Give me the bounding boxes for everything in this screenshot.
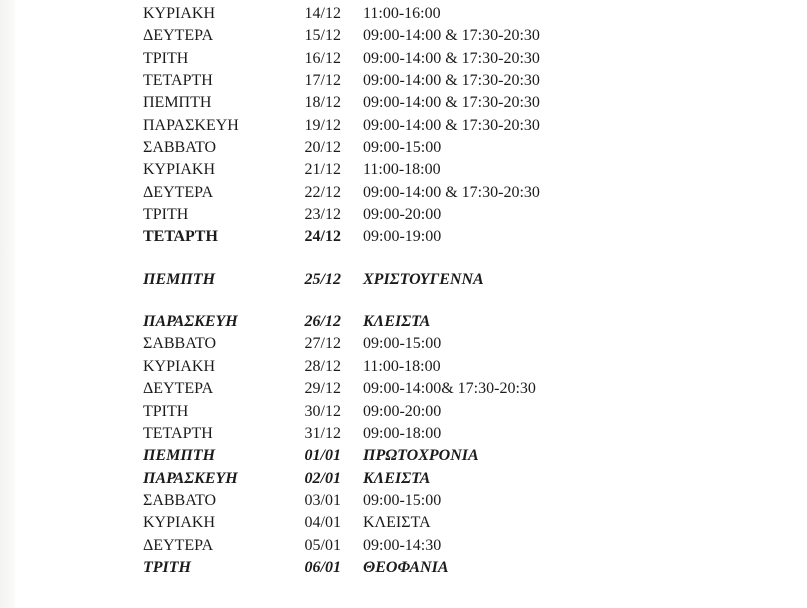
schedule-row: [143, 378, 540, 400]
schedule-table: [143, 3, 540, 579]
hours-cell: 09:00-15:00: [363, 335, 442, 353]
day-cell: ΤΕΤΑΡΤΗ: [143, 72, 213, 90]
date-cell: 14/12: [304, 5, 341, 22]
day-cell: ΔΕΥΤΕΡΑ: [143, 380, 214, 398]
hours-cell: ΧΡΙΣΤΟΥΓΕΝΝΑ: [363, 270, 484, 288]
day-cell: ΣΑΒΒΑΤΟ: [143, 139, 217, 157]
schedule-row: [143, 182, 540, 204]
hours-cell: ΚΛΕΙΣΤΑ: [363, 469, 431, 487]
date-cell: 28/12: [304, 357, 341, 375]
schedule-row: [143, 3, 540, 25]
date-cell: 03/01: [304, 491, 341, 509]
day-cell: ΤΕΤΑΡΤΗ: [143, 424, 213, 442]
schedule-row: [143, 311, 540, 333]
day-cell: ΤΡΙΤΗ: [143, 206, 189, 224]
day-cell: ΣΑΒΒΑΤΟ: [143, 491, 217, 509]
schedule-row: [143, 356, 540, 378]
schedule-row: [143, 204, 540, 226]
date-cell: 27/12: [304, 335, 341, 353]
hours-cell: 11:00-18:00: [363, 357, 441, 375]
day-cell: ΚΥΡΙΑΚΗ: [143, 161, 215, 179]
schedule-row: [143, 70, 540, 92]
date-cell: 25/12: [304, 270, 341, 288]
schedule-row: [143, 468, 540, 490]
hours-cell: 09:00-14:00 & 17:30-20:30: [363, 49, 540, 67]
hours-cell: 11:00-16:00: [363, 5, 441, 22]
day-cell: ΤΡΙΤΗ: [143, 558, 191, 576]
schedule-row: [143, 159, 540, 181]
date-cell: 16/12: [304, 49, 341, 67]
day-cell: ΔΕΥΤΕΡΑ: [143, 183, 214, 201]
hours-cell: ΠΡΩΤΟΧΡΟΝΙΑ: [363, 447, 479, 465]
hours-cell: 09:00-14:00 & 17:30-20:30: [363, 27, 540, 45]
date-cell: 15/12: [304, 27, 341, 45]
day-cell: ΤΡΙΤΗ: [143, 49, 189, 67]
day-cell: ΠΑΡΑΣΚΕΥΗ: [143, 116, 239, 134]
hours-cell: 09:00-14:30: [363, 536, 442, 554]
hours-cell: 09:00-20:00: [363, 206, 442, 224]
date-cell: 21/12: [304, 161, 341, 179]
schedule-row: [143, 333, 540, 355]
hours-cell: 09:00-14:00 & 17:30-20:30: [363, 94, 540, 112]
date-cell: 30/12: [304, 402, 341, 420]
hours-cell: 09:00-18:00: [363, 424, 442, 442]
hours-cell: 11:00-18:00: [363, 161, 441, 179]
date-cell: 06/01: [304, 558, 341, 576]
date-cell: 18/12: [304, 94, 341, 112]
hours-cell: ΘΕΟΦΑΝΙΑ: [363, 558, 449, 576]
page-edge-strip: [0, 0, 15, 608]
hours-cell: 09:00-14:00 & 17:30-20:30: [363, 116, 540, 134]
hours-cell: 09:00-15:00: [363, 491, 442, 509]
schedule-row: [143, 423, 540, 445]
hours-cell: 09:00-14:00& 17:30-20:30: [363, 380, 536, 398]
day-cell: ΤΡΙΤΗ: [143, 402, 189, 420]
date-cell: 02/01: [304, 469, 341, 487]
hours-cell: 09:00-14:00 & 17:30-20:30: [363, 72, 540, 90]
schedule-row: [143, 92, 540, 114]
day-cell: ΠΑΡΑΣΚΕΥΗ: [143, 469, 238, 487]
schedule-row: [143, 226, 540, 248]
date-cell: 22/12: [304, 183, 341, 201]
day-cell: ΚΥΡΙΑΚΗ: [143, 357, 215, 375]
day-cell: ΠΕΜΠΤΗ: [143, 270, 216, 288]
schedule-row: [143, 535, 540, 557]
date-cell: 20/12: [304, 139, 341, 157]
schedule-row: [143, 512, 540, 534]
hours-cell: 09:00-20:00: [363, 402, 442, 420]
date-cell: 24/12: [304, 228, 341, 246]
schedule-row: [143, 137, 540, 159]
date-cell: 17/12: [304, 72, 341, 90]
day-cell: ΚΥΡΙΑΚΗ: [143, 5, 215, 22]
date-cell: 29/12: [304, 380, 341, 398]
day-cell: ΤΕΤΑΡΤΗ: [143, 228, 218, 246]
hours-cell: ΚΛΕΙΣΤΑ: [363, 313, 431, 331]
schedule-row: [143, 557, 540, 579]
date-cell: 23/12: [304, 206, 341, 224]
day-cell: ΠΑΡΑΣΚΕΥΗ: [143, 313, 238, 331]
day-cell: ΔΕΥΤΕΡΑ: [143, 536, 214, 554]
date-cell: 01/01: [304, 447, 341, 465]
date-cell: 19/12: [304, 116, 341, 134]
schedule-row: [143, 269, 540, 291]
day-cell: ΚΥΡΙΑΚΗ: [143, 514, 215, 532]
schedule-row: [143, 490, 540, 512]
schedule-row: [143, 48, 540, 70]
hours-cell: 09:00-14:00 & 17:30-20:30: [363, 183, 540, 201]
date-cell: 05/01: [304, 536, 341, 554]
date-cell: 31/12: [304, 424, 341, 442]
schedule-row: [143, 115, 540, 137]
day-cell: ΠΕΜΠΤΗ: [143, 94, 212, 112]
day-cell: ΣΑΒΒΑΤΟ: [143, 335, 217, 353]
day-cell: ΔΕΥΤΕΡΑ: [143, 27, 214, 45]
hours-cell: 09:00-15:00: [363, 139, 442, 157]
day-cell: ΠΕΜΠΤΗ: [143, 447, 216, 465]
hours-cell: ΚΛΕΙΣΤΑ: [363, 514, 431, 532]
date-cell: 04/01: [304, 514, 341, 532]
schedule-row: [143, 25, 540, 47]
schedule-row: [143, 401, 540, 423]
date-cell: 26/12: [304, 313, 341, 331]
schedule-row: [143, 445, 540, 467]
hours-cell: 09:00-19:00: [363, 228, 442, 246]
